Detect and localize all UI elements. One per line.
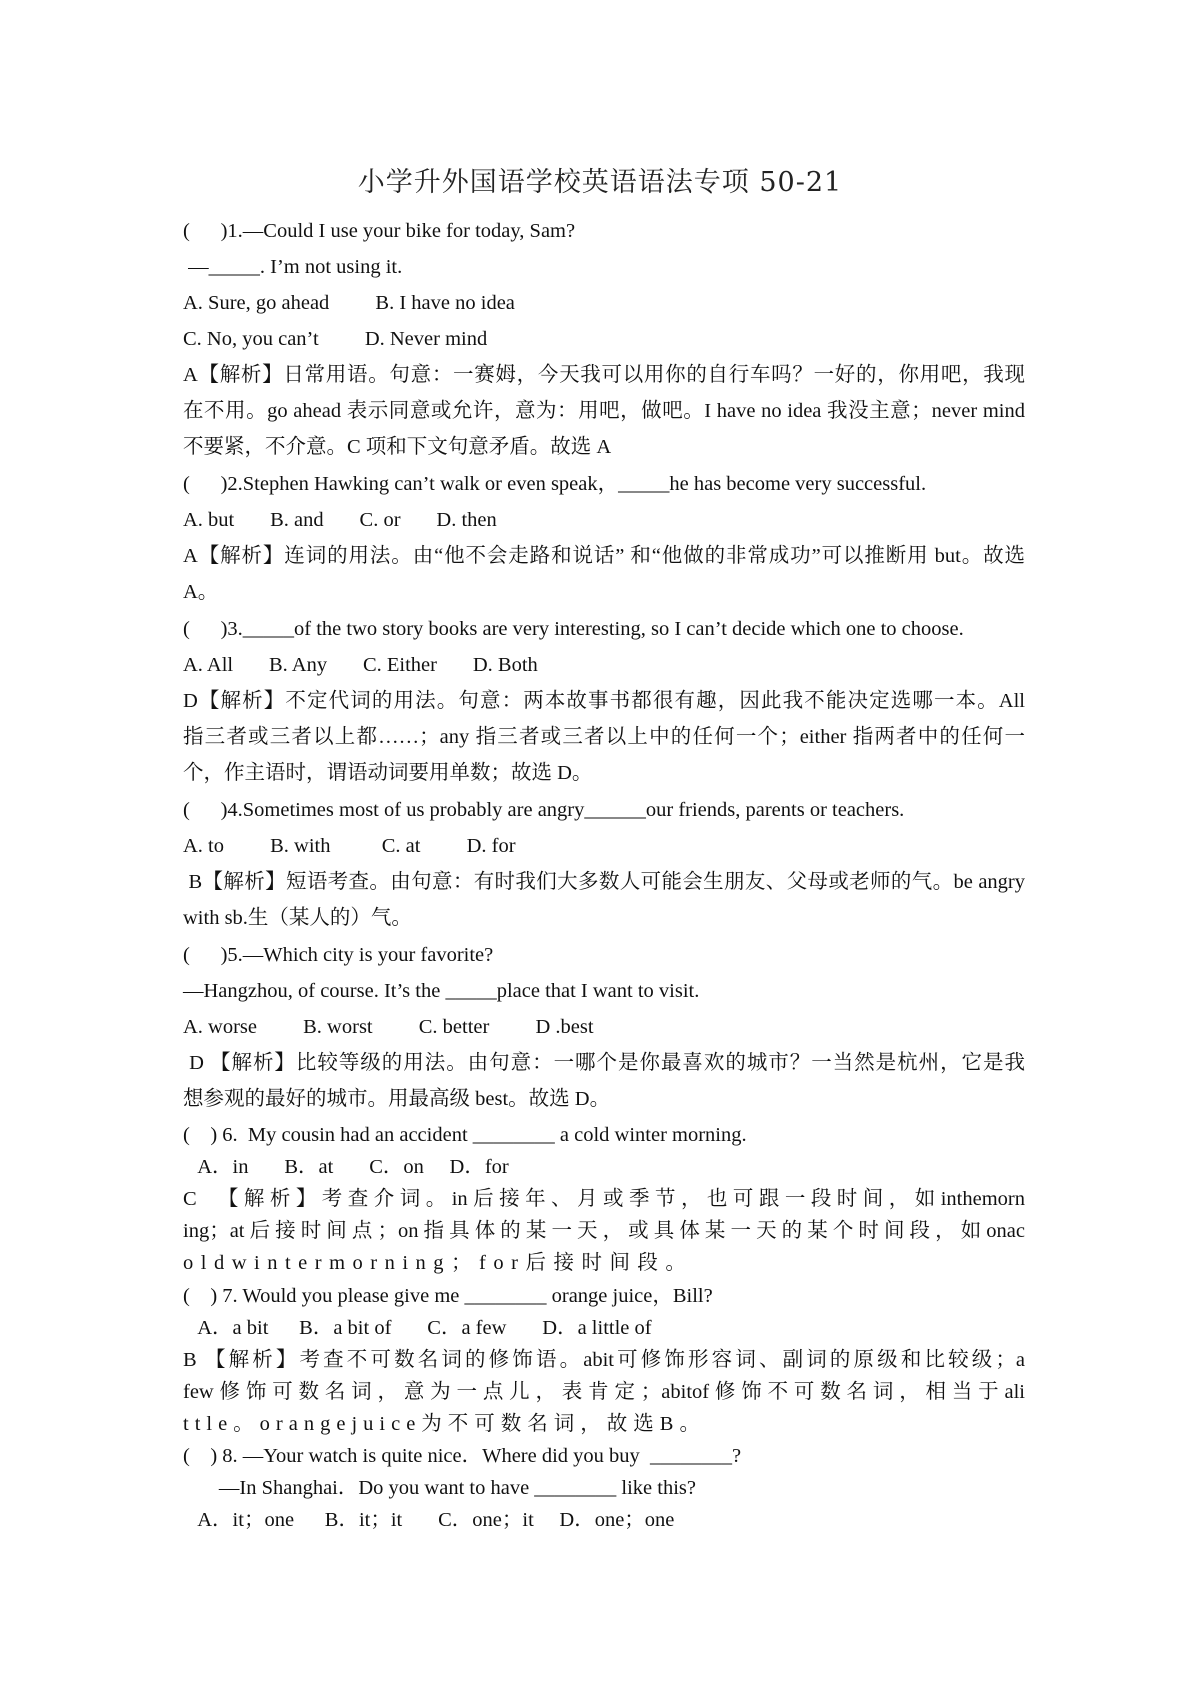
question-4-explanation-line-2: with sb.生（某人的）气。 (183, 907, 412, 929)
question-1-options-ab: A. Sure, go ahead B. I have no idea (183, 292, 515, 314)
question-1-stem: ( )1.—Could I use your bike for today, Sam? (183, 220, 576, 242)
question-5-explanation-line-2: 想参观的最好的城市。用最高级 best。故选 D。 (183, 1088, 611, 1110)
question-6-explanation-line-3: oldwintermorning；for后接时间段。 (183, 1252, 694, 1274)
question-2-explanation-line-2: A。 (183, 581, 219, 603)
question-7-stem: ( ) 7. Would you please give me ________ orange juice，Bill? (183, 1285, 713, 1307)
question-3-options: A. All B. Any C. Either D. Both (183, 654, 538, 676)
question-3-explanation-line-2: 指三者或三者以上都……；any 指三者或三者以上中的任何一个；either 指两者中的任何一 (183, 726, 1025, 748)
question-1-options-cd: C. No, you can’t D. Never mind (183, 328, 488, 350)
question-6-stem: ( ) 6. My cousin had an accident ________ a cold winter morning. (183, 1124, 747, 1146)
question-1-reply: —_____. I’m not using it. (183, 256, 403, 278)
question-7-explanation-line-1: B 【解析】考查不可数名词的修饰语。abit可修饰形容词、副词的原级和比较级；a (183, 1349, 1025, 1371)
question-6-explanation-line-1: C 【解析】考查介词。in后接年、月或季节，也可跟一段时间，如inthemorn (183, 1188, 1025, 1210)
question-5-options: A. worse B. worst C. better D .best (183, 1016, 594, 1038)
question-7-explanation-line-2: few修饰可数名词，意为一点儿，表肯定；abitof修饰不可数名词，相当于ali (183, 1381, 1025, 1403)
question-7-explanation-line-3: ttle。orangejuice为不可数名词，故选B。 (183, 1413, 706, 1435)
question-8-reply: —In Shanghai．Do you want to have ________ like this? (183, 1477, 697, 1499)
question-4-explanation-line-1: B【解析】短语考查。由句意：有时我们大多数人可能会生朋友、父母或老师的气。be angry (183, 871, 1025, 893)
question-8-options: A．it；one B．it；it C．one；it D．one；one (183, 1509, 675, 1531)
question-1-explanation-line-3: 不要紧，不介意。C 项和下文句意矛盾。故选 A (183, 436, 612, 458)
question-6-explanation-line-2: ing；at后接时间点；on指具体的某一天，或具体某一天的某个时间段，如onac (183, 1220, 1025, 1242)
question-3-explanation-line-3: 个，作主语时，谓语动词要用单数；故选 D。 (183, 762, 593, 784)
question-4-stem: ( )4.Sometimes most of us probably are angry______our friends, parents or teachers. (183, 799, 905, 821)
question-2-explanation-line-1: A【解析】连词的用法。由“他不会走路和说话” 和“他做的非常成功”可以推断用 but。故选 (183, 545, 1025, 567)
question-1-explanation-line-2: 在不用。go ahead 表示同意或允许，意为：用吧，做吧。I have no idea 我没主意；never mind (183, 400, 1025, 422)
question-6-options: A．in B．at C．on D．for (183, 1156, 509, 1178)
question-5-stem: ( )5.—Which city is your favorite? (183, 944, 494, 966)
page-title: 小学升外国语学校英语语法专项 50-21 (357, 167, 843, 198)
question-4-options: A. to B. with C. at D. for (183, 835, 516, 857)
question-8-stem: ( ) 8. —Your watch is quite nice．Where did you buy ________? (183, 1445, 742, 1467)
question-1-explanation-line-1: A【解析】日常用语。句意：一赛姆，今天我可以用你的自行车吗？一好的，你用吧，我现 (183, 364, 1025, 386)
question-7-options: A．a bit B．a bit of C．a few D．a little of (183, 1317, 652, 1339)
question-2-stem: ( )2.Stephen Hawking can’t walk or even speak，_____he has become very successful. (183, 473, 927, 495)
question-2-options: A. but B. and C. or D. then (183, 509, 497, 531)
question-5-reply: —Hangzhou, of course. It’s the _____place that I want to visit. (183, 980, 700, 1002)
question-5-explanation-line-1: D 【解析】比较等级的用法。由句意：一哪个是你最喜欢的城市？一当然是杭州，它是我 (183, 1052, 1025, 1074)
question-3-explanation-line-1: D【解析】不定代词的用法。句意：两本故事书都很有趣，因此我不能决定选哪一本。All (183, 690, 1025, 712)
question-3-stem: ( )3._____of the two story books are very interesting, so I can’t decide which one to choose. (183, 618, 964, 640)
